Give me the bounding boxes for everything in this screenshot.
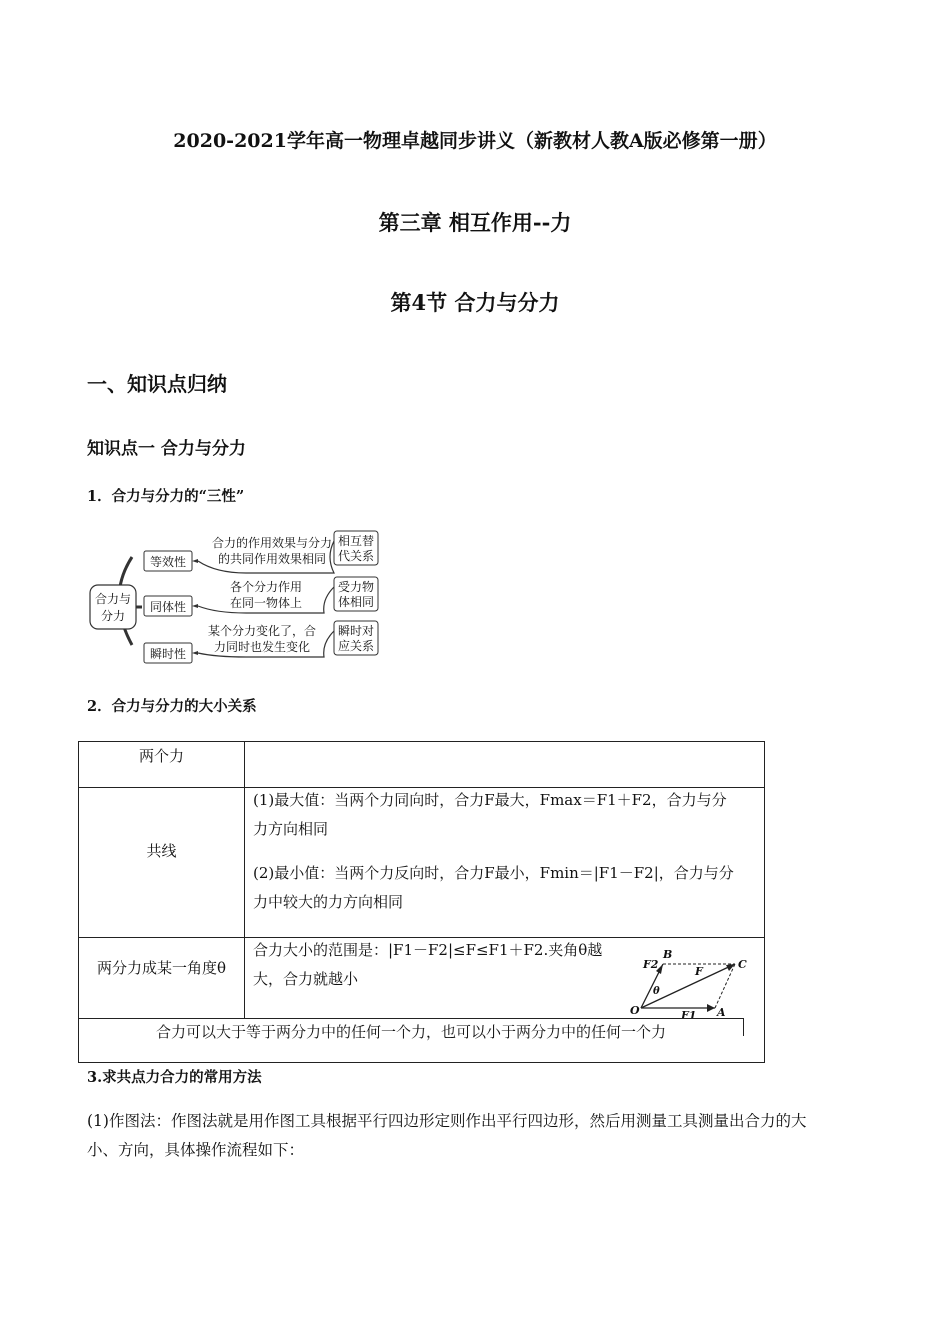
heading-knowledge-summary: 一、知识点归纳: [87, 372, 227, 396]
row-angle-range: [253, 936, 613, 994]
branch-result2-same-body: 体相同: [337, 595, 375, 609]
branch-name-instantaneity: 瞬时性: [149, 647, 187, 661]
row-collinear-max-line2: 力方向相同: [253, 820, 329, 838]
row-collinear-min: [253, 859, 763, 917]
branch-name-equivalence: 等效性: [149, 555, 187, 569]
label-A: A: [717, 1006, 726, 1018]
branch-desc1-same-body: 各个分力作用: [229, 580, 303, 594]
row-angle-label: 两分力成某一角度θ: [96, 959, 227, 977]
section-title: 第4节 合力与分力: [390, 290, 560, 315]
paragraph-line1: (1)作图法：作图法就是用作图工具根据平行四边形定则作出平行四边形，然后用测量工具测量出合力的大: [87, 1112, 807, 1130]
label-F1: F1: [681, 1009, 697, 1018]
row-angle-range-line2: 大，合力就越小: [253, 970, 359, 988]
label-O: O: [630, 1004, 640, 1017]
heading-three-properties: 1．合力与分力的“三性”: [87, 488, 245, 505]
paragraph-graphing-method: [87, 1107, 867, 1165]
branch-result2-equivalence: 代关系: [337, 549, 375, 563]
branch-result1-instantaneity: 瞬时对: [337, 624, 375, 638]
table-footer: 合力可以大于等于两分力中的任何一个力，也可以小于两分力中的任何一个力: [155, 1023, 666, 1041]
mindmap-root-line1: 合力与: [94, 592, 132, 606]
row-collinear-max-line1: (1)最大值：当两个力同向时，合力F最大，Fmax＝F1＋F2，合力与分: [253, 791, 727, 809]
label-C: C: [738, 958, 747, 971]
series-title: 2020-2021学年高一物理卓越同步讲义（新教材人教A版必修第一册）: [173, 130, 777, 152]
row-collinear-max: [253, 786, 763, 844]
branch-result1-same-body: 受力物: [337, 580, 375, 594]
branch-desc1-equivalence: 合力的作用效果与分力: [211, 536, 333, 550]
row-angle-range-line1: 合力大小的范围是：|F1－F2|≤F≤F1＋F2.夹角θ越: [253, 941, 603, 959]
row-collinear-min-line1: (2)最小值：当两个力反向时，合力F最小，Fmin＝|F1－F2|，合力与分: [253, 864, 734, 882]
parallelogram-diagram: [627, 942, 757, 1018]
branch-desc2-equivalence: 的共同作用效果相同: [217, 552, 327, 566]
branch-desc2-same-body: 在同一物体上: [229, 596, 303, 610]
label-F2: F2: [643, 958, 659, 971]
heading-magnitude-relation: 2．合力与分力的大小关系: [87, 698, 257, 715]
branch-result2-instantaneity: 应关系: [337, 639, 375, 653]
label-B: B: [663, 948, 673, 961]
branch-desc2-instantaneity: 力同时也发生变化: [213, 640, 311, 654]
row-collinear-label: 共线: [146, 842, 177, 860]
branch-desc1-instantaneity: 某个分力变化了，合: [207, 624, 317, 638]
table-header-left: 两个力: [138, 747, 184, 765]
mindmap-root-line2: 分力: [100, 609, 126, 623]
label-theta: θ: [653, 986, 660, 997]
paragraph-line2: 小、方向，具体操作流程如下：: [87, 1141, 305, 1159]
branch-result1-equivalence: 相互替: [337, 534, 375, 548]
three-properties-mindmap: [86, 527, 386, 667]
heading-knowledge-point-1: 知识点一 合力与分力: [87, 439, 246, 459]
row-collinear-min-line2: 力中较大的力方向相同: [253, 893, 404, 911]
branch-name-same-body: 同体性: [149, 600, 187, 614]
heading-methods: 3.求共点力合力的常用方法: [87, 1069, 262, 1086]
chapter-title: 第三章 相互作用--力: [378, 210, 572, 235]
magnitude-relation-table: [78, 741, 765, 1063]
label-F: F: [695, 965, 703, 978]
